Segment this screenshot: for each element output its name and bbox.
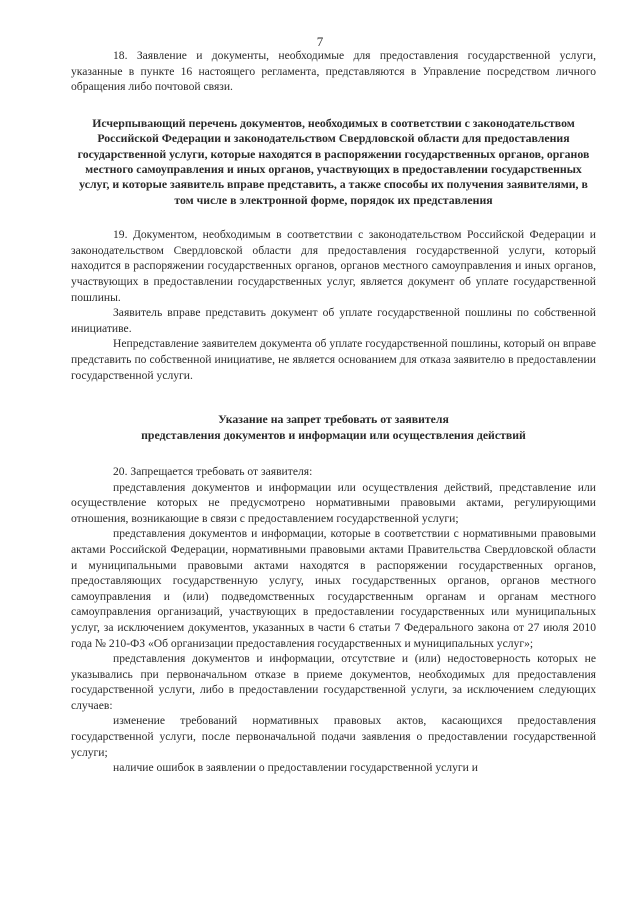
paragraph-applicant-right: Заявитель вправе представить документ об уплате государственной пошлины по собственной инициативе. (71, 306, 596, 335)
paragraph-exception-1: изменение требований нормативных правовых актов, касающихся предоставления государственной услуги, после первоначальной подачи заявления о предоставлении государственной услуги; (71, 714, 596, 759)
paragraph-20: 20. Запрещается требовать от заявителя: (113, 464, 313, 478)
paragraph-exception-2: наличие ошибок в заявлении о предоставлении государственной услуги и (113, 761, 478, 775)
page-number: 7 (316, 34, 324, 49)
paragraph-20-item-2: представления документов и информации, которые в соответствии с нормативными правовыми актами Российской Федерации, нормативными правовыми актами Правительства Свердловской области и муниципальными правовыми актами находятся в распоряжении государственных органов, предоставляющих государственную услугу, иных государственных органов, органов местного самоуправления и (или) подведомственных государственным органам и органам местного самоуправления организаций, участвующих в предоставлении государственных или муниципальных услуг, за исключением документов, указанных в части 6 статьи 7 Федерального закона от 27 июля 2010 года № 210-ФЗ «Об организации предоставления государственных и муниципальных услуг»; (71, 527, 596, 650)
paragraph-non-submission: Непредставление заявителем документа об уплате государственной пошлины, который он вправе представить по собственной инициативе, не является основанием для отказа заявителю в предоставлении государственной услуги. (71, 337, 596, 382)
page-content (71, 48, 596, 776)
section-heading-documents-list: Исчерпывающий перечень документов, необходимых в соответствии с законодательством Российской Федерации и законодательством Свердловской области для предоставления государственной услуги, которые находятся в распоряжении государственных органов, органов местного самоуправления и иных органов, участвующих в предоставлении государственных услуг, и которые заявитель вправе представить, а также способы их получения заявителями, в том числе в электронной форме, порядок их представления (77, 115, 590, 207)
section-heading-prohibition-line2: представления документов и информации или осуществления действий (141, 427, 526, 442)
paragraph-20-item-1: представления документов и информации или осуществления действий, представление или осуществление которых не предусмотрено нормативными правовыми актами, регулирующими отношения, возникающие в связи с предоставлением государственной услуги; (71, 480, 596, 525)
section-heading-prohibition-line1: Указание на запрет требовать от заявителя (218, 412, 449, 427)
paragraph-18: 18. Заявление и документы, необходимые для предоставления государственной услуги, указанные в пункте 16 настоящего регламента, представляются в Управление посредством личного обращения либо почтовой связи. (71, 49, 596, 94)
paragraph-20-item-3: представления документов и информации, отсутствие и (или) недостоверность которых не указывались при первоначальном отказе в приеме документов, необходимых для предоставления государственной услуги, либо в предоставлении государственной услуги, за исключением следующих случаев: (71, 652, 596, 712)
paragraph-19: 19. Документом, необходимым в соответствии с законодательством Российской Федерации и законодательством Свердловской области для предоставления государственной услуги, который находится в распоряжении государственных органов, органов местного самоуправления и иных органов, участвующих в предоставлении государственных услуг, является документ об уплате государственной пошлины. (71, 228, 596, 304)
